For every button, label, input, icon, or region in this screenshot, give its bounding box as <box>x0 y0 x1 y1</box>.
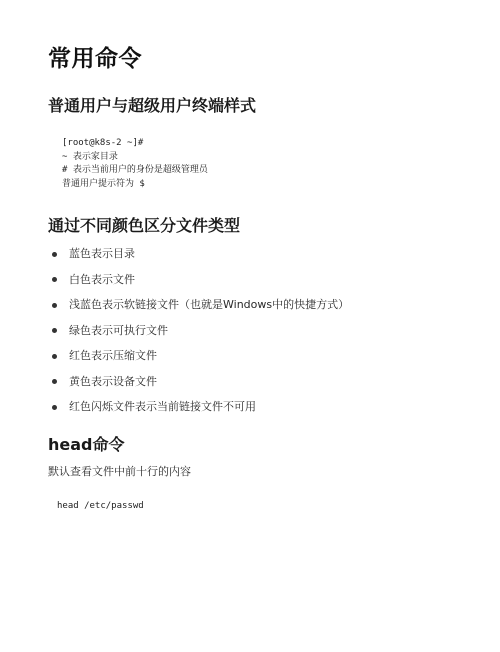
code-block-terminal-prompt <box>62 137 208 191</box>
page-title: 常用命令 <box>48 46 142 72</box>
list-item-text: 蓝色表示目录 <box>69 247 135 260</box>
code-line: [root@k8s-2 ~]# <box>62 138 144 148</box>
code-line: head /etc/passwd <box>57 501 144 511</box>
list-item-text: 红色闪烁文件表示当前链接文件不可用 <box>69 400 256 413</box>
bullet-icon <box>52 379 57 384</box>
section-heading-file-type-colors: 通过不同颜色区分文件类型 <box>48 216 241 235</box>
list-item-text: 白色表示文件 <box>69 272 135 286</box>
list-item-text: 浅蓝色表示软链接文件（也就是Windows中的快捷方式） <box>69 298 350 311</box>
list-item <box>48 295 488 321</box>
section-heading-user-terminal-style: 普通用户与超级用户终端样式 <box>48 96 257 115</box>
bullet-icon <box>52 354 57 359</box>
bullet-icon <box>52 277 57 282</box>
code-line: ~ 表示家目录 <box>62 151 118 162</box>
list-item <box>48 397 488 423</box>
code-block-head-command <box>57 500 144 514</box>
code-line: # 表示当前用户的身份是超级管理员 <box>62 165 208 175</box>
bullet-icon <box>52 303 57 308</box>
list-item-text: 黄色表示设备文件 <box>69 374 157 388</box>
bullet-icon <box>52 405 57 410</box>
head-command-description: 默认查看文件中前十行的内容 <box>48 465 191 478</box>
list-item-text: 绿色表示可执行文件 <box>69 323 168 337</box>
bullet-icon <box>52 252 57 257</box>
list-item <box>48 244 488 270</box>
list-item <box>48 321 488 347</box>
list-item <box>48 372 488 398</box>
list-item <box>48 270 488 296</box>
list-item <box>48 346 488 372</box>
bullet-icon <box>52 328 57 333</box>
code-line: 普通用户提示符为 $ <box>62 178 145 189</box>
list-item-text: 红色表示压缩文件 <box>69 349 157 362</box>
file-color-list <box>48 244 488 423</box>
section-heading-head-command: head命令 <box>48 435 125 454</box>
